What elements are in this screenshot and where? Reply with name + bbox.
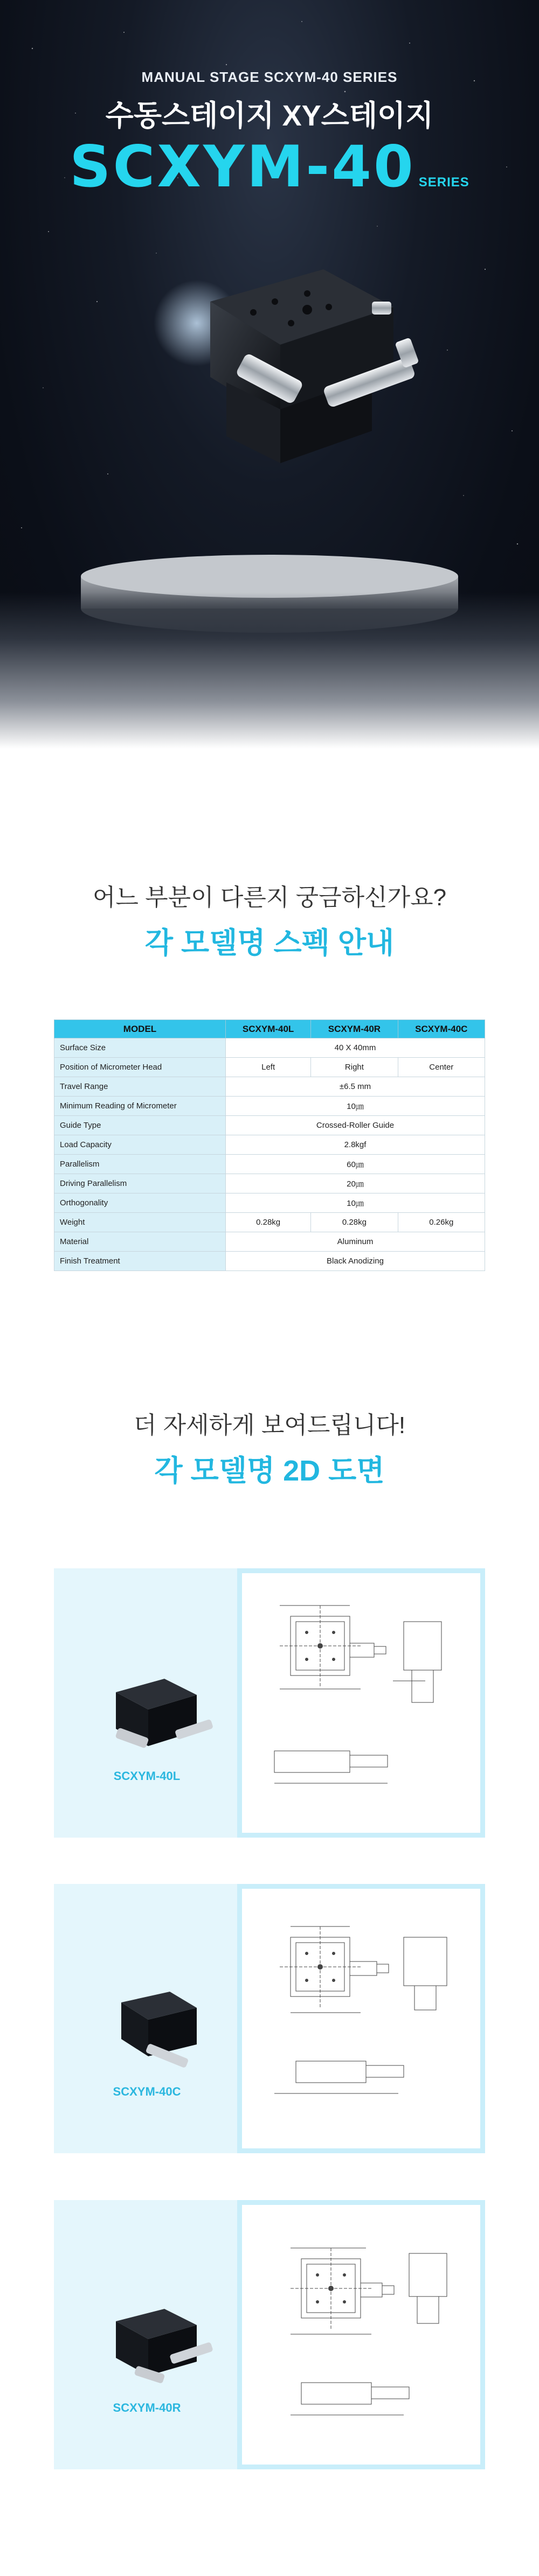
product-photo (94, 2297, 218, 2399)
technical-drawing (242, 2205, 480, 2465)
spec-title: 각 모델명 스펙 안내 (144, 927, 395, 959)
row-label: Weight (54, 1213, 226, 1232)
spec-table-header-row (54, 1020, 485, 1038)
hero-section (0, 0, 539, 749)
table-row (54, 1038, 485, 1058)
hero-floor (0, 592, 539, 749)
row-value: Center (398, 1058, 485, 1077)
hero-series-text: SERIES (418, 175, 469, 190)
row-value: Right (311, 1058, 398, 1077)
drawing-panel-40l (54, 1568, 485, 1838)
row-label: Surface Size (54, 1038, 226, 1058)
row-label: Driving Parallelism (54, 1174, 226, 1193)
row-label: Orthogonality (54, 1193, 226, 1213)
row-value: 0.26kg (398, 1213, 485, 1232)
model-name-label: SCXYM-40L (113, 1769, 181, 1783)
row-value: ±6.5 mm (226, 1077, 485, 1097)
hero-model-text: SCXYM-40 (70, 134, 416, 200)
drawing-title: 각 모델명 2D 도면 (154, 1455, 385, 1487)
header-40r: SCXYM-40R (311, 1020, 398, 1038)
row-value: Aluminum (226, 1232, 485, 1252)
row-value: 2.8kgf (226, 1135, 485, 1155)
table-row (54, 1252, 485, 1271)
table-row (54, 1058, 485, 1077)
drawing-panel-40c (54, 1884, 485, 2153)
product-photo (94, 1665, 218, 1768)
table-row (54, 1174, 485, 1193)
row-label: Parallelism (54, 1155, 226, 1174)
hero-title: 수동스테이지 XY스테이지 (105, 100, 434, 132)
row-value: 0.28kg (226, 1213, 311, 1232)
row-value: Crossed-Roller Guide (226, 1116, 485, 1135)
header-40l: SCXYM-40L (226, 1020, 311, 1038)
technical-drawing-sheet (237, 2200, 485, 2469)
model-name-label: SCXYM-40R (113, 2401, 181, 2414)
row-value: Left (226, 1058, 311, 1077)
product-photo (94, 1981, 218, 2083)
row-label: Position of Micrometer Head (54, 1058, 226, 1077)
row-value: 60㎛ (226, 1155, 485, 1174)
table-row (54, 1155, 485, 1174)
row-label: Finish Treatment (54, 1252, 226, 1271)
technical-drawing (242, 1573, 480, 1833)
xy-stage-product-image (146, 259, 426, 517)
row-value: 40 X 40mm (226, 1038, 485, 1058)
spec-table (54, 1020, 485, 1271)
table-row (54, 1116, 485, 1135)
row-value: 0.28kg (311, 1213, 398, 1232)
hero-subtitle: MANUAL STAGE SCXYM-40 SERIES (141, 69, 398, 85)
technical-drawing-sheet (237, 1884, 485, 2153)
spec-question: 어느 부분이 다른지 궁금하신가요? (92, 884, 447, 911)
row-label: Guide Type (54, 1116, 226, 1135)
spec-section-heading (0, 878, 539, 961)
row-label: Load Capacity (54, 1135, 226, 1155)
row-label: Material (54, 1232, 226, 1252)
hero-model-name (0, 134, 539, 200)
table-row (54, 1135, 485, 1155)
drawing-panel-40r (54, 2200, 485, 2469)
header-model: MODEL (54, 1020, 226, 1038)
model-name-label: SCXYM-40C (113, 2085, 181, 2098)
table-row (54, 1077, 485, 1097)
table-row (54, 1213, 485, 1232)
row-value: 20㎛ (226, 1174, 485, 1193)
table-row (54, 1097, 485, 1116)
table-row (54, 1193, 485, 1213)
technical-drawing (242, 1889, 480, 2148)
technical-drawing-sheet (237, 1568, 485, 1838)
table-row (54, 1232, 485, 1252)
drawing-question: 더 자세하게 보여드립니다! (133, 1412, 406, 1439)
row-value: 10㎛ (226, 1097, 485, 1116)
header-40c: SCXYM-40C (398, 1020, 485, 1038)
row-value: Black Anodizing (226, 1252, 485, 1271)
row-label: Minimum Reading of Micrometer (54, 1097, 226, 1116)
drawing-section-heading (0, 1406, 539, 1489)
row-value: 10㎛ (226, 1193, 485, 1213)
row-label: Travel Range (54, 1077, 226, 1097)
